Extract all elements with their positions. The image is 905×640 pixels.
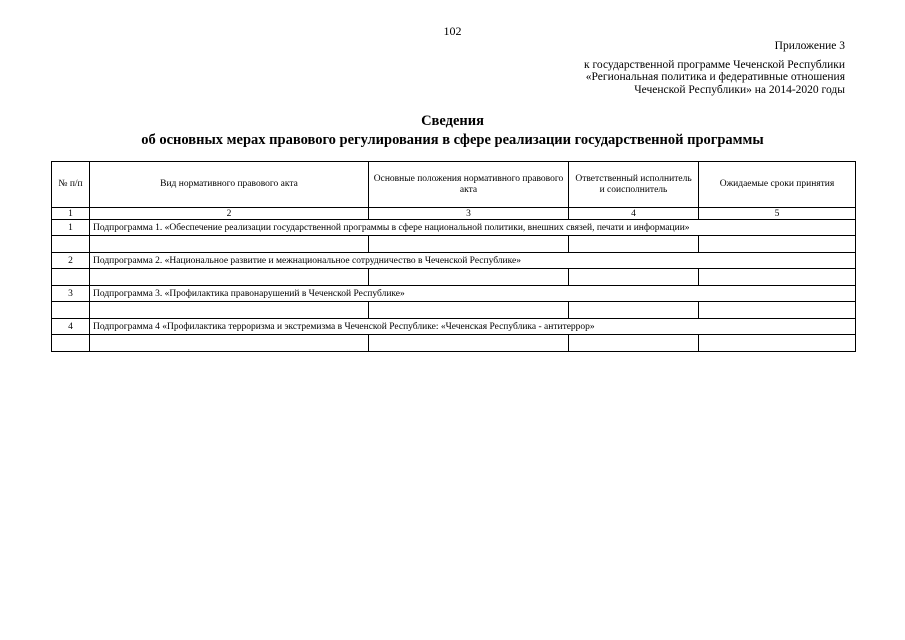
header-num: № п/п <box>52 162 90 208</box>
column-number: 5 <box>699 208 856 220</box>
document-subtitle: об основных мерах правового регулирования в сфере реализации государственной программы <box>141 132 764 148</box>
subprogram-row <box>52 286 856 302</box>
appendix-number: Приложение 3 <box>774 40 845 52</box>
row-number: 4 <box>52 319 90 335</box>
subprogram-row <box>52 319 856 335</box>
row-number: 1 <box>52 220 90 236</box>
subprogram-title: Подпрограмма 2. «Национальное развитие и межнациональное сотрудничество в Чеченской Республике» <box>90 253 856 269</box>
empty-row <box>52 236 856 253</box>
header-deadline: Ожидаемые сроки принятия <box>699 162 856 208</box>
appendix-line-2: «Региональная политика и федеративные отношения <box>585 71 845 83</box>
column-number: 4 <box>569 208 699 220</box>
header-responsible: Ответственный исполнитель и соисполнитель <box>569 162 699 208</box>
empty-row <box>52 269 856 286</box>
row-number: 3 <box>52 286 90 302</box>
table-header-row <box>52 162 856 208</box>
legal-measures-table <box>51 161 856 352</box>
appendix-line-1: к государственной программе Чеченской Республики <box>584 58 845 71</box>
subprogram-row <box>52 220 856 236</box>
subprogram-title: Подпрограмма 4 «Профилактика терроризма и экстремизма в Чеченской Республике: «Чеченская Республика - антитеррор» <box>90 319 856 335</box>
header-act-type: Вид нормативного правового акта <box>90 162 369 208</box>
subprogram-title: Подпрограмма 3. «Профилактика правонарушений в Чеченской Республике» <box>90 286 856 302</box>
column-numbers-row <box>52 208 856 220</box>
empty-row <box>52 302 856 319</box>
empty-row <box>52 335 856 352</box>
row-number: 2 <box>52 253 90 269</box>
document-title: Сведения <box>421 113 484 129</box>
appendix-block <box>584 40 845 96</box>
subprogram-title: Подпрограмма 1. «Обеспечение реализации государственной программы в сфере национальной политики, внешних связей, печати и информации» <box>90 220 856 236</box>
page-number: 102 <box>443 24 462 38</box>
column-number: 1 <box>52 208 90 220</box>
appendix-line-3: Чеченской Республики» на 2014-2020 годы <box>634 83 845 96</box>
column-number: 3 <box>369 208 569 220</box>
column-number: 2 <box>90 208 369 220</box>
header-provisions: Основные положения нормативного правового акта <box>369 162 569 208</box>
subprogram-row <box>52 253 856 269</box>
